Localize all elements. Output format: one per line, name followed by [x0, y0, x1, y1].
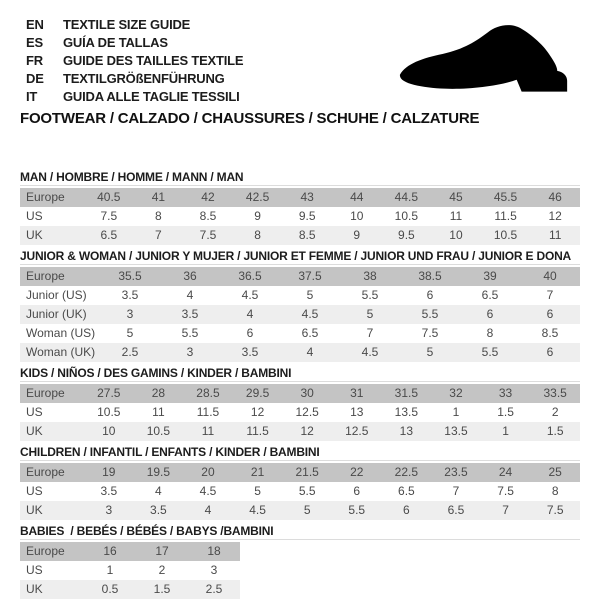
row-label: Europe — [26, 269, 65, 283]
size-cell: 6.5 — [447, 503, 465, 517]
size-table — [20, 463, 580, 520]
size-cell: 10 — [350, 209, 364, 223]
size-cell: 25 — [548, 465, 562, 479]
language-code: IT — [26, 89, 38, 104]
size-cell: 6 — [546, 345, 554, 359]
language-code: FR — [26, 53, 43, 68]
size-cell: 44 — [350, 190, 364, 204]
size-cell: 6.5 — [481, 288, 499, 302]
size-cell: 5 — [254, 484, 261, 498]
size-cell: 3.5 — [121, 288, 139, 302]
size-cell: 4 — [155, 484, 162, 498]
size-cell: 7 — [546, 288, 554, 302]
table-header-row — [20, 267, 580, 286]
row-label: UK — [26, 228, 43, 242]
size-cell: 6.5 — [301, 326, 319, 340]
size-cell: 9 — [353, 228, 361, 242]
language-guide-title: GUÍA DE TALLAS — [63, 35, 168, 50]
size-cell: 4.5 — [361, 345, 379, 359]
size-cell: 12 — [250, 405, 265, 419]
size-cell: 10.5 — [97, 405, 121, 419]
size-cell: 7.5 — [421, 326, 439, 340]
size-cell: 31 — [350, 386, 364, 400]
language-guide-title: GUIDA ALLE TAGLIE TESSILI — [63, 89, 240, 104]
row-label: US — [26, 209, 43, 223]
size-table-section — [20, 250, 580, 362]
size-cell: 6 — [546, 307, 554, 321]
row-label: US — [26, 484, 43, 498]
size-cell: 22.5 — [394, 465, 419, 479]
size-cell: 10.5 — [146, 424, 171, 438]
size-cell: 11 — [152, 405, 165, 419]
language-code: EN — [26, 17, 44, 32]
row-label: UK — [26, 424, 43, 438]
size-cell: 7 — [452, 484, 460, 498]
category-title: FOOTWEAR / CALZADO / CHAUSSURES / SCHUHE / CALZATURE — [20, 110, 480, 127]
size-cell: 4.5 — [199, 484, 217, 498]
size-cell: 8 — [254, 228, 261, 242]
table-row — [20, 422, 580, 441]
size-cell: 27.5 — [97, 386, 121, 400]
size-cell: 2 — [551, 405, 559, 419]
size-cell: 3 — [105, 503, 113, 517]
table-row — [20, 324, 580, 343]
size-cell: 9.5 — [398, 228, 415, 242]
size-cell: 5.5 — [361, 288, 379, 302]
size-cell: 35.5 — [118, 269, 142, 283]
table-row — [20, 343, 580, 362]
row-label: Junior (UK) — [26, 307, 87, 321]
size-cell: 40.5 — [97, 190, 121, 204]
section-title: MAN / HOMBRE / HOMME / MANN / MAN — [20, 171, 580, 186]
size-cell: 7.5 — [546, 503, 564, 517]
size-cell: 5.5 — [481, 345, 499, 359]
size-cell: 5 — [426, 345, 434, 359]
size-cell: 43 — [300, 190, 314, 204]
row-label: Europe — [26, 386, 65, 400]
size-cell: 4 — [246, 307, 254, 321]
size-cell: 2.5 — [121, 345, 139, 359]
size-cell: 1.5 — [546, 424, 564, 438]
size-cell: 40 — [543, 269, 557, 283]
size-cell: 5 — [303, 503, 311, 517]
size-cell: 3 — [186, 345, 194, 359]
row-label: Junior (US) — [26, 288, 87, 302]
table-row — [20, 226, 580, 245]
size-cell: 17 — [155, 544, 169, 558]
size-cell: 23.5 — [444, 465, 468, 479]
size-cell: 13 — [399, 424, 414, 438]
row-label: Europe — [26, 544, 65, 558]
row-label: Woman (UK) — [26, 345, 96, 359]
size-cell: 41 — [151, 190, 166, 204]
size-table-section — [20, 446, 580, 520]
size-cell: 9.5 — [298, 209, 316, 223]
size-cell: 1 — [452, 405, 460, 419]
size-cell: 8.5 — [199, 209, 217, 223]
row-label: Woman (US) — [26, 326, 96, 340]
size-cell: 38.5 — [418, 269, 442, 283]
size-cell: 22 — [350, 465, 364, 479]
size-cell: 3.5 — [100, 484, 118, 498]
size-cell: 4.5 — [249, 503, 266, 517]
size-cell: 12 — [300, 424, 314, 438]
size-cell: 6 — [486, 307, 494, 321]
size-table-section — [20, 171, 580, 245]
size-cell: 42 — [201, 190, 215, 204]
size-cell: 3.5 — [241, 345, 259, 359]
size-cell: 31.5 — [394, 386, 419, 400]
size-cell: 13 — [350, 405, 364, 419]
size-cell: 3.5 — [150, 503, 167, 517]
size-cell: 19 — [102, 465, 116, 479]
header — [0, 0, 600, 127]
size-cell: 21.5 — [295, 465, 319, 479]
size-cell: 7 — [366, 326, 374, 340]
table-header-row — [20, 542, 240, 561]
table-header-row — [20, 188, 580, 207]
size-cell: 12 — [548, 209, 562, 223]
size-cell: 13.5 — [444, 424, 468, 438]
size-cell: 4.5 — [241, 288, 259, 302]
size-cell: 37.5 — [298, 269, 322, 283]
size-cell: 4 — [306, 345, 314, 359]
size-cell: 7 — [155, 228, 162, 242]
section-title: JUNIOR & WOMAN / JUNIOR Y MUJER / JUNIOR ET FEMME / JUNIOR UND FRAU / JUNIOR E DONA — [20, 250, 580, 265]
size-cell: 8.5 — [541, 326, 559, 340]
size-cell: 5.5 — [348, 503, 366, 517]
size-cell: 7.5 — [100, 209, 118, 223]
shoe-icon — [393, 10, 581, 104]
size-cell: 6 — [246, 326, 254, 340]
size-cell: 33 — [498, 386, 513, 400]
table-row — [20, 501, 580, 520]
size-cell: 8 — [551, 484, 559, 498]
size-table-section — [20, 525, 580, 599]
size-cell: 45 — [449, 190, 463, 204]
size-cell: 46 — [548, 190, 562, 204]
row-label: Europe — [26, 190, 65, 204]
size-table — [20, 542, 240, 599]
size-cell: 6 — [353, 484, 361, 498]
size-cell: 24 — [498, 465, 513, 479]
size-table — [20, 188, 580, 245]
size-cell: 20 — [201, 465, 215, 479]
language-code: DE — [26, 71, 44, 86]
table-header-row — [20, 463, 580, 482]
size-cell: 5 — [366, 307, 374, 321]
section-title: CHILDREN / INFANTIL / ENFANTS / KINDER / BAMBINI — [20, 446, 580, 461]
size-cell: 8 — [486, 326, 494, 340]
size-cell: 1.5 — [497, 405, 514, 419]
size-cell: 30 — [300, 386, 314, 400]
size-cell: 38 — [363, 269, 377, 283]
size-cell: 7.5 — [199, 228, 217, 242]
size-cell: 8.5 — [298, 228, 316, 242]
size-table — [20, 384, 580, 441]
size-cell: 21 — [250, 465, 265, 479]
size-cell: 18 — [207, 544, 221, 558]
size-cell: 10 — [449, 228, 463, 242]
size-cell: 0.5 — [101, 582, 119, 596]
row-label: US — [26, 405, 43, 419]
language-guide-title: TEXTILGRÖßENFÜHRUNG — [63, 71, 225, 86]
table-row — [20, 207, 580, 226]
section-title: KIDS / NIÑOS / DES GAMINS / KINDER / BAMBINI — [20, 367, 580, 382]
language-guide-title: TEXTILE SIZE GUIDE — [63, 17, 191, 32]
size-cell: 36 — [183, 269, 197, 283]
size-cell: 6 — [403, 503, 410, 517]
section-title: BABIES / BEBÉS / BÉBÉS / BABYS /BAMBINI — [20, 525, 580, 540]
size-cell: 45.5 — [493, 190, 518, 204]
size-cell: 10 — [102, 424, 116, 438]
size-cell: 6 — [426, 288, 434, 302]
size-cell: 5 — [306, 288, 314, 302]
size-cell: 12.5 — [295, 405, 319, 419]
size-cell: 8 — [155, 209, 162, 223]
table-header-row — [20, 384, 580, 403]
size-cell: 42.5 — [245, 190, 270, 204]
table-row — [20, 482, 580, 501]
size-cell: 2.5 — [205, 582, 223, 596]
size-cell: 19.5 — [146, 465, 171, 479]
size-cell: 1 — [106, 563, 114, 577]
size-cell: 3.5 — [181, 307, 199, 321]
size-cell: 11 — [449, 209, 463, 223]
size-cell: 3 — [126, 307, 134, 321]
size-cell: 16 — [103, 544, 117, 558]
size-cell: 10.5 — [394, 209, 419, 223]
size-cell: 1 — [502, 424, 509, 438]
row-label: UK — [26, 582, 43, 596]
row-label: UK — [26, 503, 43, 517]
language-guide-title: GUIDE DES TAILLES TEXTILE — [63, 53, 244, 68]
size-cell: 36.5 — [238, 269, 262, 283]
size-cell: 39 — [483, 269, 497, 283]
size-cell: 12.5 — [345, 424, 369, 438]
table-row — [20, 305, 580, 324]
size-cell: 6.5 — [398, 484, 415, 498]
size-cell: 5.5 — [421, 307, 439, 321]
size-cell: 10.5 — [493, 228, 518, 242]
size-cell: 6.5 — [100, 228, 118, 242]
size-cell: 5 — [126, 326, 134, 340]
size-cell: 1.5 — [153, 582, 171, 596]
size-cell: 5.5 — [298, 484, 316, 498]
size-cell: 5.5 — [181, 326, 199, 340]
size-cell: 9 — [254, 209, 261, 223]
size-cell: 33.5 — [543, 386, 567, 400]
size-cell: 28.5 — [196, 386, 220, 400]
size-cell: 11 — [201, 424, 215, 438]
row-label: Europe — [26, 465, 65, 479]
size-cell: 4.5 — [301, 307, 319, 321]
size-cell: 29.5 — [245, 386, 270, 400]
size-cell: 4 — [186, 288, 194, 302]
table-row — [20, 286, 580, 305]
size-cell: 11.5 — [494, 209, 517, 223]
table-row — [20, 561, 240, 580]
size-cell: 7 — [502, 503, 509, 517]
size-cell: 2 — [158, 563, 166, 577]
size-cell: 13.5 — [394, 405, 419, 419]
size-cell: 3 — [210, 563, 218, 577]
size-cell: 7.5 — [497, 484, 514, 498]
size-cell: 11.5 — [246, 424, 269, 438]
size-cell: 11 — [548, 228, 562, 242]
size-cell: 32 — [449, 386, 463, 400]
table-row — [20, 580, 240, 599]
size-cell: 44.5 — [394, 190, 419, 204]
size-cell: 28 — [151, 386, 166, 400]
size-tables — [20, 171, 580, 599]
size-cell: 11.5 — [196, 405, 220, 419]
size-table — [20, 267, 580, 362]
language-code: ES — [26, 35, 43, 50]
size-cell: 4 — [204, 503, 212, 517]
size-table-section — [20, 367, 580, 441]
row-label: US — [26, 563, 43, 577]
table-row — [20, 403, 580, 422]
